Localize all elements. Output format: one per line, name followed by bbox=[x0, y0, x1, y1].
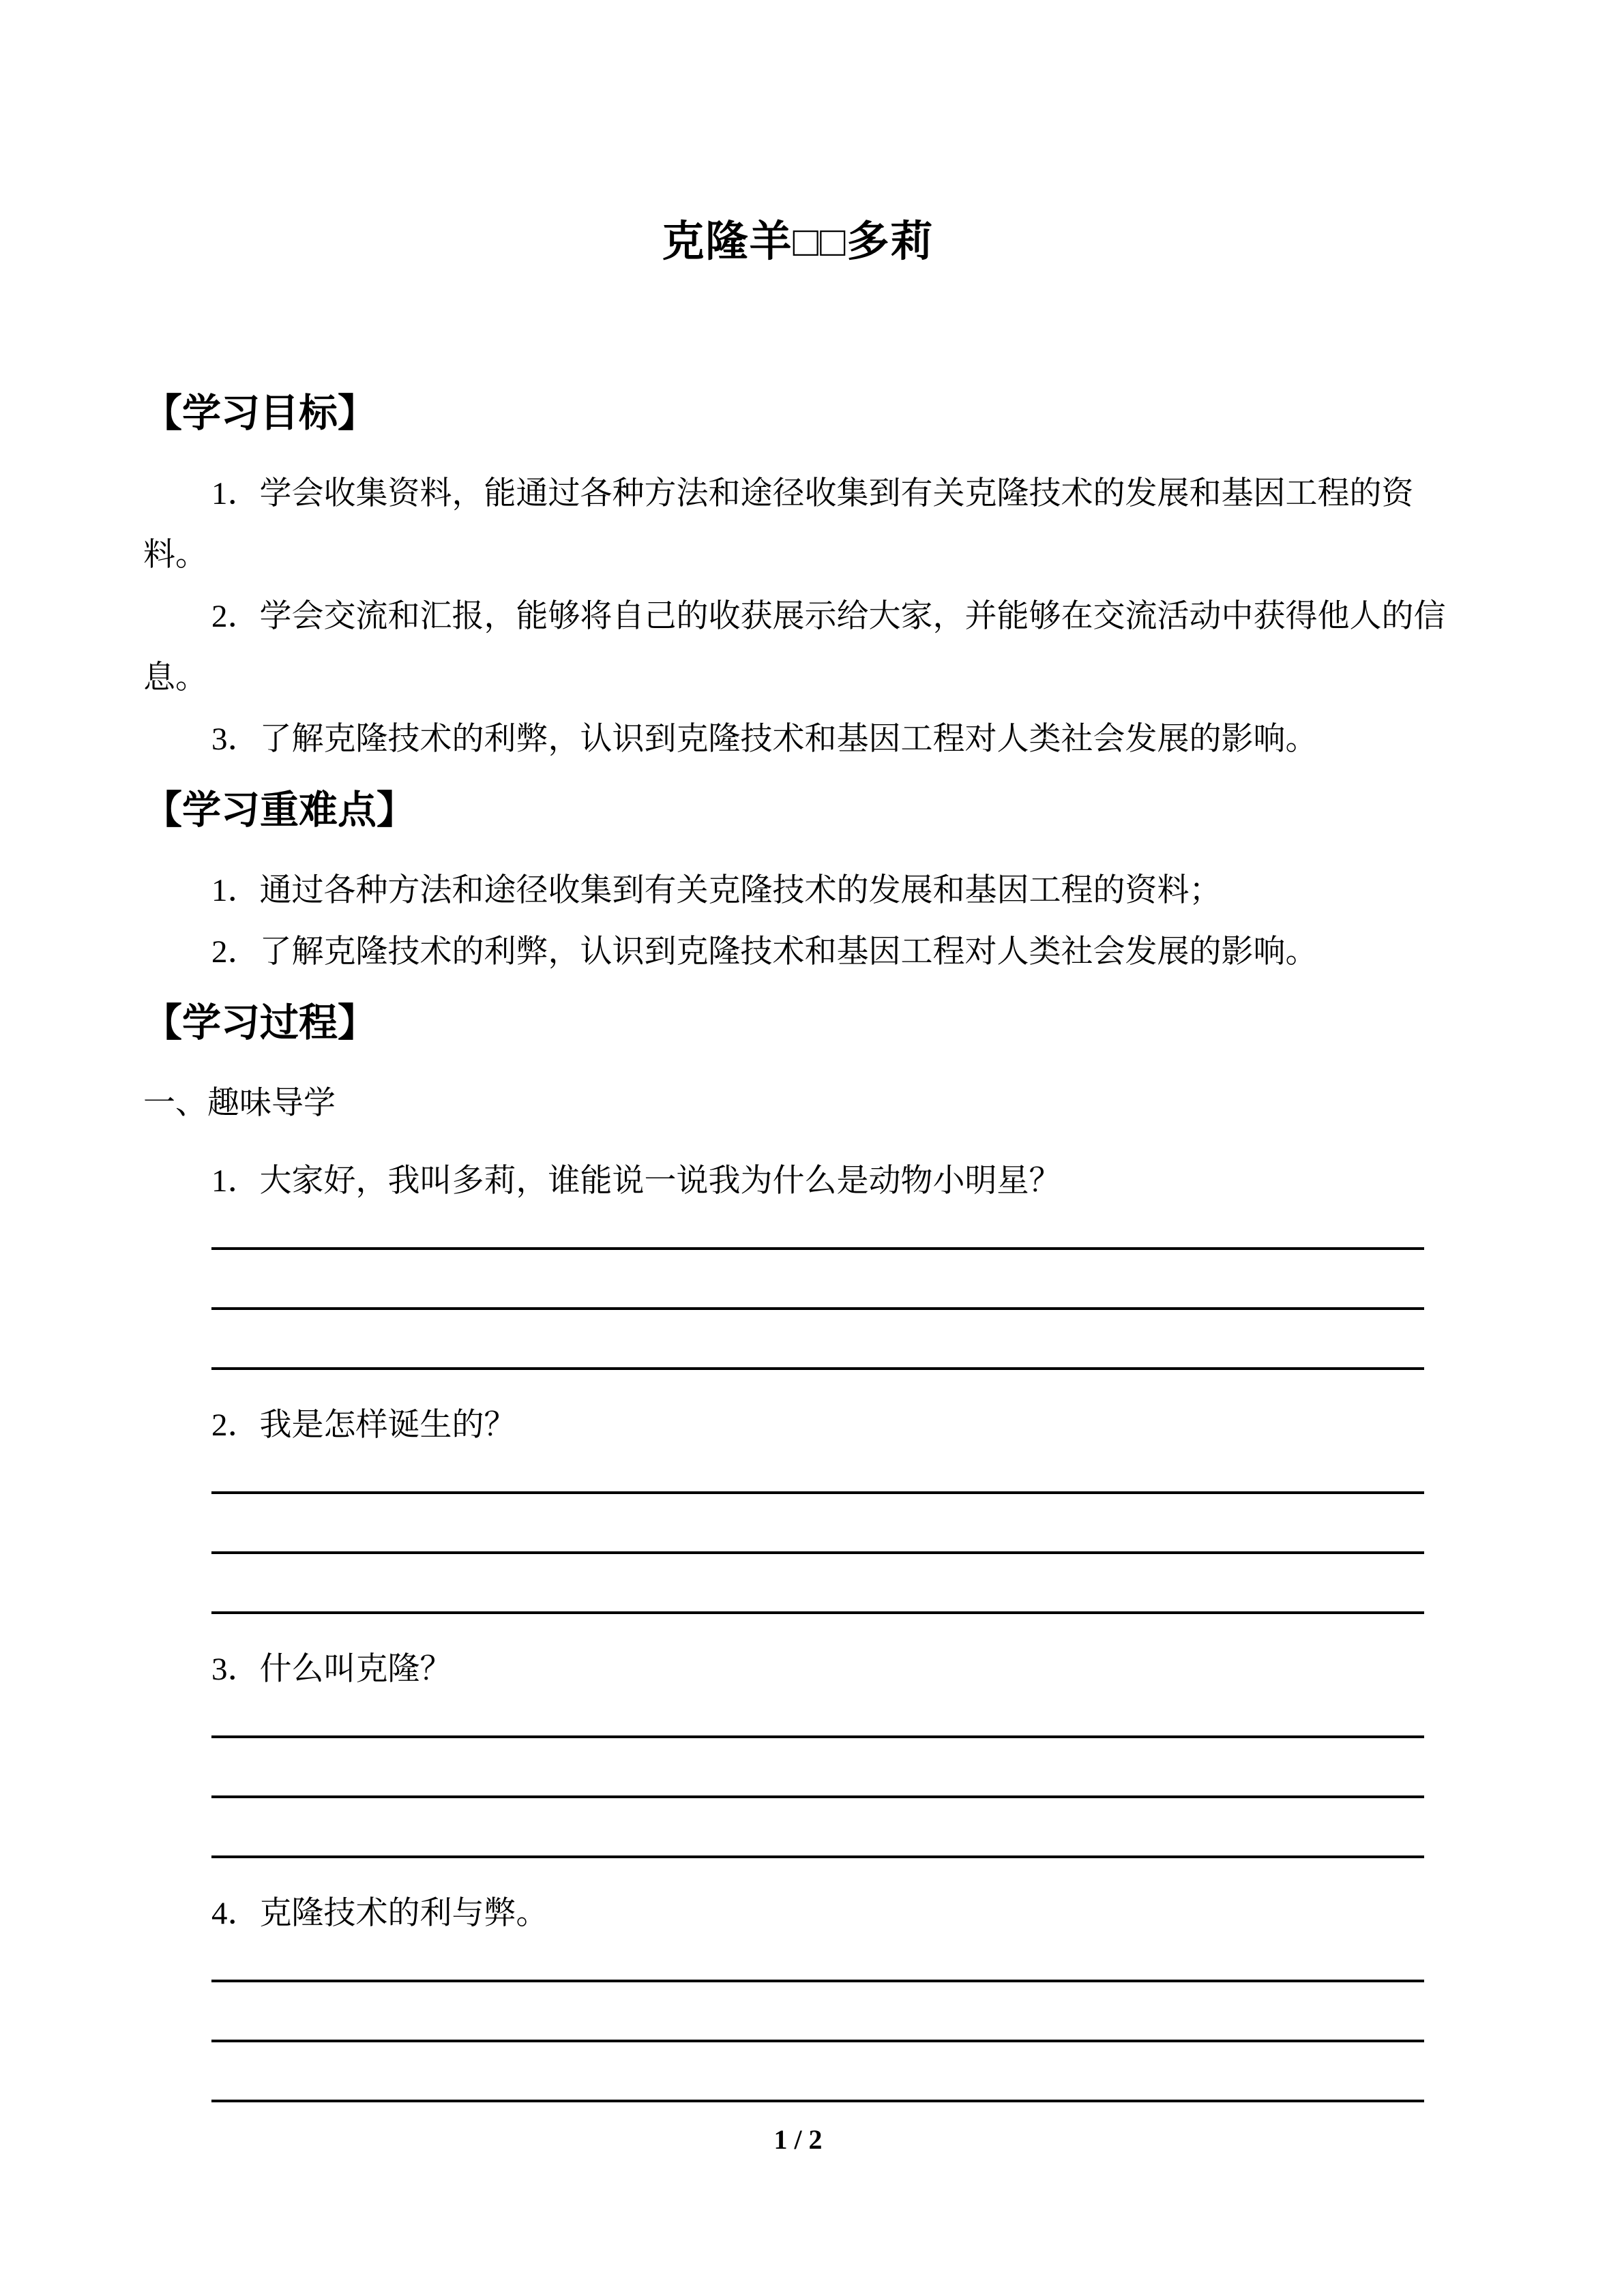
answer-line bbox=[211, 1250, 1424, 1310]
document-content bbox=[143, 198, 1453, 2160]
answer-line bbox=[211, 2042, 1424, 2102]
question-3: 3．什么叫克隆？ bbox=[211, 1652, 452, 1687]
answer-line bbox=[211, 1310, 1424, 1370]
objective-item: 3．了解克隆技术的利弊，认识到克隆技术和基因工程对人类社会发展的影响。 bbox=[211, 721, 1318, 757]
question-4: 4．克隆技术的利与弊。 bbox=[211, 1896, 548, 1931]
page-number: 1 / 2 bbox=[773, 2124, 823, 2155]
key-point-item: 1．通过各种方法和途径收集到有关克隆技术的发展和基因工程的资料； bbox=[211, 873, 1222, 908]
objective-item: 1．学会收集资料，能通过各种方法和途径收集到有关克隆技术的发展和基因工程的资料。 bbox=[143, 476, 1414, 573]
answer-area-3 bbox=[143, 1700, 1453, 1858]
question-2: 2．我是怎样诞生的？ bbox=[211, 1407, 516, 1443]
answer-line bbox=[211, 1982, 1424, 2042]
section-heading-key-points: 【学习重难点】 bbox=[143, 789, 415, 832]
section-heading-objectives: 【学习目标】 bbox=[143, 392, 377, 435]
answer-area-4 bbox=[143, 1944, 1453, 2102]
key-point-item: 2．了解克隆技术的利弊，认识到克隆技术和基因工程对人类社会发展的影响。 bbox=[211, 934, 1318, 970]
answer-line bbox=[211, 1554, 1424, 1614]
objective-item: 2．学会交流和汇报，能够将自己的收获展示给大家，并能够在交流活动中获得他人的信息。 bbox=[143, 599, 1446, 696]
answer-line bbox=[211, 1944, 1424, 1982]
answer-area-1 bbox=[143, 1212, 1453, 1370]
answer-line bbox=[211, 1738, 1424, 1798]
answer-line bbox=[211, 1212, 1424, 1250]
subsection-heading-fun-intro: 一、趣味导学 bbox=[143, 1086, 336, 1121]
document-title: 克隆羊□□多莉 bbox=[662, 219, 934, 265]
answer-line bbox=[211, 1798, 1424, 1858]
section-heading-process: 【学习过程】 bbox=[143, 1002, 377, 1045]
answer-area-2 bbox=[143, 1456, 1453, 1614]
answer-line bbox=[211, 1700, 1424, 1738]
answer-line bbox=[211, 1494, 1424, 1554]
question-1: 1．大家好，我叫多莉，谁能说一说我为什么是动物小明星？ bbox=[211, 1163, 1061, 1199]
answer-line bbox=[211, 1456, 1424, 1494]
